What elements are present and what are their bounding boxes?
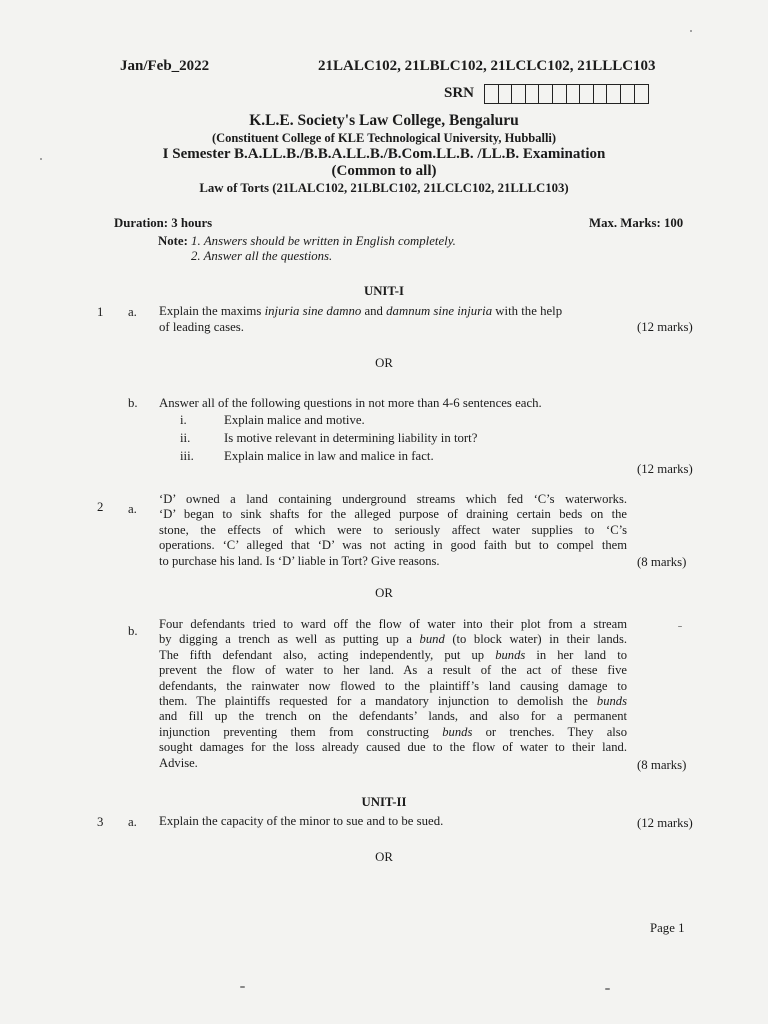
- q2b-line: by digging a trench as well as putting up a bund (to block water) in their lands.: [159, 632, 627, 647]
- q2b-line: defendants, the rainwater now flowed to the plaintiff’s land causing damage to: [159, 678, 627, 693]
- max-marks: Max. Marks: 100: [589, 216, 684, 230]
- srn-cell: [526, 85, 540, 103]
- question-3a-text: Explain the capacity of the minor to sue and to be sued.: [159, 814, 444, 828]
- note-1-text: Answers should be written in English completely.: [203, 234, 456, 248]
- question-1b-label: b.: [128, 396, 138, 410]
- srn-cell: [607, 85, 621, 103]
- note-1-num: 1.: [191, 234, 201, 248]
- exam-title: I Semester B.A.LL.B./B.B.A.LL.B./B.Com.LL.B. /LL.B. Examination: [162, 146, 606, 162]
- srn-cell: [580, 85, 594, 103]
- exam-subject: Law of Torts (21LALC102, 21LBLC102, 21LCLC102, 21LLLC103): [199, 181, 569, 195]
- note-2: 2. Answer all the questions.: [191, 249, 333, 263]
- duration: Duration: 3 hours: [114, 216, 213, 230]
- srn-cell: [567, 85, 581, 103]
- q2b-line: Advise.: [159, 755, 198, 770]
- scan-speck: [605, 988, 610, 990]
- question-2-number: 2: [97, 500, 104, 514]
- q1b-item-3-num: iii.: [180, 449, 194, 463]
- srn-cell: [635, 85, 649, 103]
- q2b-line: them. The plaintiffs requested for a mandatory injunction to demolish the bunds: [159, 694, 627, 709]
- srn-label: SRN: [444, 85, 475, 101]
- college-affiliation: (Constituent College of KLE Technological University, Hubballi): [211, 131, 557, 145]
- srn-cell: [485, 85, 499, 103]
- unit-1-heading: UNIT-I: [363, 284, 405, 298]
- question-1b-marks: (12 marks): [637, 462, 693, 476]
- srn-cell: [512, 85, 526, 103]
- scan-speck: [678, 626, 682, 627]
- question-2b-label: b.: [128, 624, 138, 638]
- course-codes: 21LALC102, 21LBLC102, 21LCLC102, 21LLLC103: [318, 58, 656, 74]
- exam-common: (Common to all): [331, 163, 437, 179]
- srn-cell: [539, 85, 553, 103]
- srn-cell: [499, 85, 513, 103]
- srn-boxes: [484, 84, 649, 104]
- q1b-item-3-text: Explain malice in law and malice in fact.: [224, 449, 434, 463]
- q2b-line: Four defendants tried to ward off the flow of water into their plot from a stream: [159, 617, 627, 631]
- q1b-item-2-text: Is motive relevant in determining liability in tort?: [224, 431, 478, 445]
- page-number: Page 1: [650, 921, 685, 935]
- q2a-line: ‘D’ began to sink shafts for the alleged purpose of draining certain beds on the: [159, 507, 627, 522]
- or-divider-3: OR: [375, 850, 393, 864]
- question-2a-text: [159, 492, 627, 569]
- question-1a-label: a.: [128, 305, 137, 319]
- question-3a-marks: (12 marks): [637, 816, 693, 830]
- q1b-item-1-num: i.: [180, 413, 187, 427]
- q2b-line: sought damages for the loss already caused due to the flow of water to their land.: [159, 740, 627, 755]
- scan-speck: [690, 30, 692, 32]
- scan-speck: [240, 986, 245, 988]
- question-2a-marks: (8 marks): [637, 555, 687, 569]
- question-3-number: 3: [97, 815, 104, 829]
- question-2b-marks: (8 marks): [637, 758, 687, 772]
- or-divider-1: OR: [375, 356, 393, 370]
- question-1b-intro: Answer all of the following questions in not more than 4-6 sentences each.: [159, 396, 542, 410]
- question-3a-label: a.: [128, 815, 137, 829]
- q2b-line: The fifth defendant also, acting independently, put up bunds in her land to: [159, 647, 627, 662]
- q1b-item-1-text: Explain malice and motive.: [224, 413, 365, 427]
- q1b-item-2-num: ii.: [180, 431, 191, 445]
- q2a-line: stone, the effects of which were to seriously affect water supplies to ‘C’s: [159, 522, 627, 537]
- q2b-line: and fill up the trench on the defendants’ lands, and also for a permanent: [159, 709, 627, 724]
- unit-2-heading: UNIT-II: [361, 795, 407, 809]
- q2b-line: prevent the flow of water to her land. As a result of the act of these five: [159, 663, 627, 678]
- srn-cell: [621, 85, 635, 103]
- college-name: K.L.E. Society's Law College, Bengaluru: [249, 112, 519, 129]
- note-label: Note:: [158, 234, 188, 248]
- question-1a-line-1: Explain the maxims injuria sine damno and damnum sine injuria with the help: [159, 304, 563, 318]
- question-1a-marks: (12 marks): [637, 320, 693, 334]
- scan-speck: [40, 158, 42, 160]
- srn-cell: [594, 85, 608, 103]
- q2a-line: ‘D’ owned a land containing underground streams which fed ‘C’s waterworks.: [159, 492, 627, 506]
- question-1a-line-2: of leading cases.: [159, 320, 244, 334]
- srn-cell: [553, 85, 567, 103]
- q2b-line: injunction preventing them from constructing bunds or trenches. They also: [159, 724, 627, 739]
- note-1: [158, 234, 456, 249]
- question-2a-label: a.: [128, 502, 137, 516]
- question-2b-text: [159, 617, 627, 771]
- or-divider-2: OR: [375, 586, 393, 600]
- q2a-line: operations. ‘C’ alleged that ‘D’ was not acting in good faith but to compel them: [159, 538, 627, 553]
- question-1-number: 1: [97, 305, 104, 319]
- exam-session: Jan/Feb_2022: [120, 58, 210, 74]
- q2a-line: to purchase his land. Is ‘D’ liable in Tort? Give reasons.: [159, 553, 440, 568]
